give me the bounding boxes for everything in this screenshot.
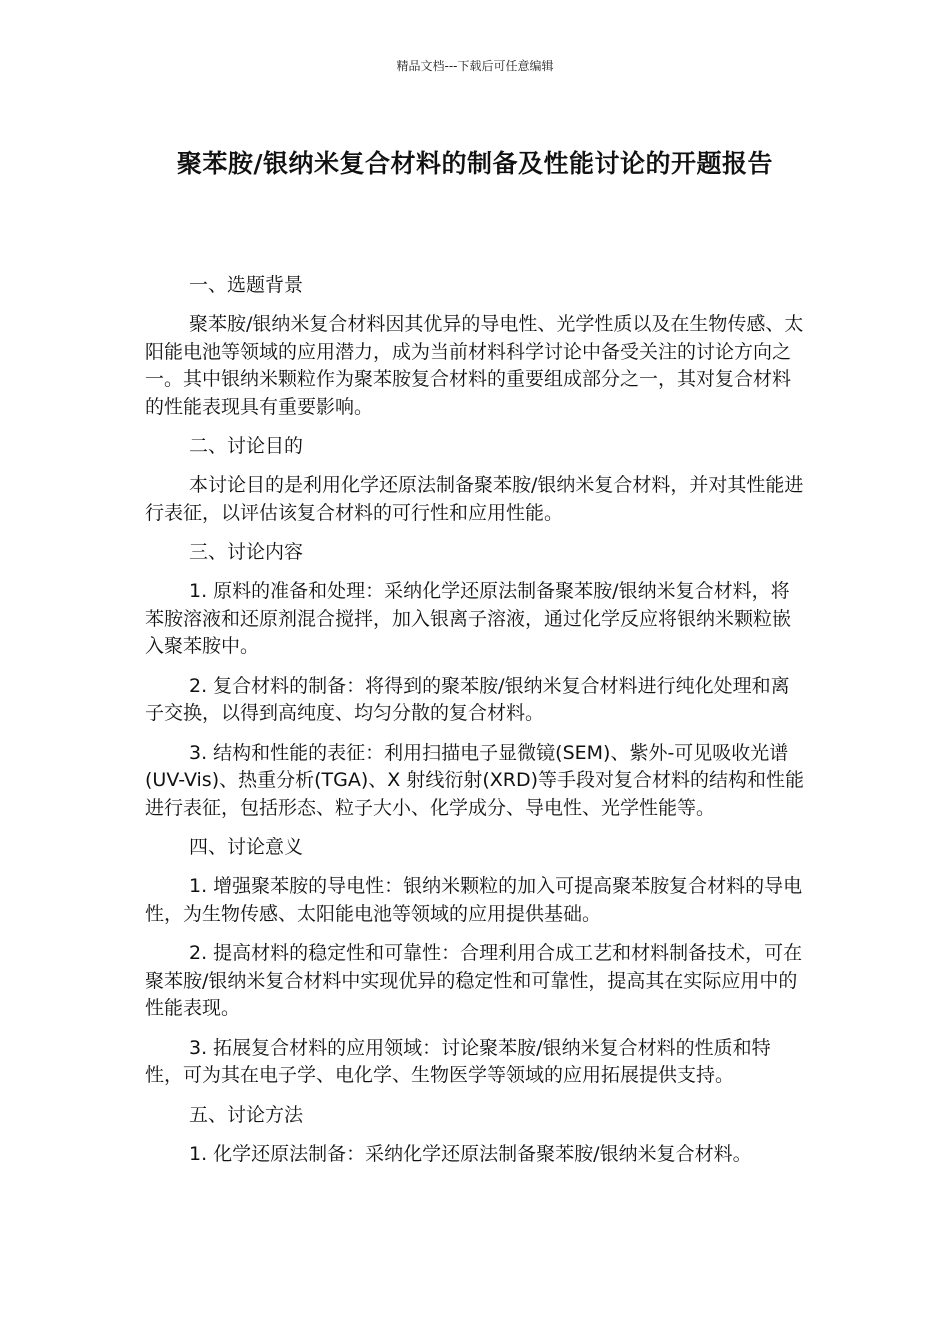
section-heading-methods: 五、讨论方法 xyxy=(189,1103,304,1126)
paragraph-content-2: 2. 复合材料的制备：将得到的聚苯胺/银纳米复合材料进行纯化处理和离子交换，以得到高纯度、均匀分散的复合材料。 xyxy=(145,674,790,724)
paragraph-background: 聚苯胺/银纳米复合材料因其优异的导电性、光学性质以及在生物传感、太阳能电池等领域的应用潜力，成为当前材料科学讨论中备受关注的讨论方向之一。其中银纳米颗粒作为聚苯胺复合材料的重要组成部分之一，其对复合材料的性能表现具有重要影响。 xyxy=(145,313,804,418)
section-heading-significance: 四、讨论意义 xyxy=(189,836,304,858)
paragraph-content-1: 1. 原料的准备和处理：采纳化学还原法制备聚苯胺/银纳米复合材料，将苯胺溶液和还原剂混合搅拌，加入银离子溶液，通过化学反应将银纳米颗粒嵌入聚苯胺中。 xyxy=(145,580,792,657)
paragraph-significance-2: 2. 提高材料的稳定性和可靠性：合理利用合成工艺和材料制备技术，可在聚苯胺/银纳米复合材料中实现优异的稳定性和可靠性，提高其在实际应用中的性能表现。 xyxy=(145,942,803,1019)
section-heading-purpose: 二、讨论目的 xyxy=(189,435,304,457)
paragraph-purpose: 本讨论目的是利用化学还原法制备聚苯胺/银纳米复合材料，并对其性能进行表征，以评估该复合材料的可行性和应用性能。 xyxy=(145,474,804,524)
paragraph-significance-1: 1. 增强聚苯胺的导电性：银纳米颗粒的加入可提高聚苯胺复合材料的导电性，为生物传感、太阳能电池等领域的应用提供基础。 xyxy=(145,875,803,925)
paragraph-significance-3: 3. 拓展复合材料的应用领域：讨论聚苯胺/银纳米复合材料的性质和特性，可为其在电子学、电化学、生物医学等领域的应用拓展提供支持。 xyxy=(145,1036,771,1086)
section-heading-content: 三、讨论内容 xyxy=(189,541,304,563)
document-title: 聚苯胺/银纳米复合材料的制备及性能讨论的开题报告 xyxy=(176,149,774,178)
section-heading-background: 一、选题背景 xyxy=(189,274,304,296)
paragraph-content-3: 3. 结构和性能的表征：利用扫描电子显微镜(SEM)、紫外-可见吸收光谱(UV-Vis)、热重分析(TGA)、X 射线衍射(XRD)等手段对复合材料的结构和性能进行表征，包括形态、粒子大小、化学成分、导电性、光学性能等。 xyxy=(145,741,804,819)
paragraph-methods-1: 1. 化学还原法制备：采纳化学还原法制备聚苯胺/银纳米复合材料。 xyxy=(189,1142,752,1165)
document-body xyxy=(145,272,807,1180)
page-header: 精品文档---下载后可任意编辑 xyxy=(396,59,554,73)
